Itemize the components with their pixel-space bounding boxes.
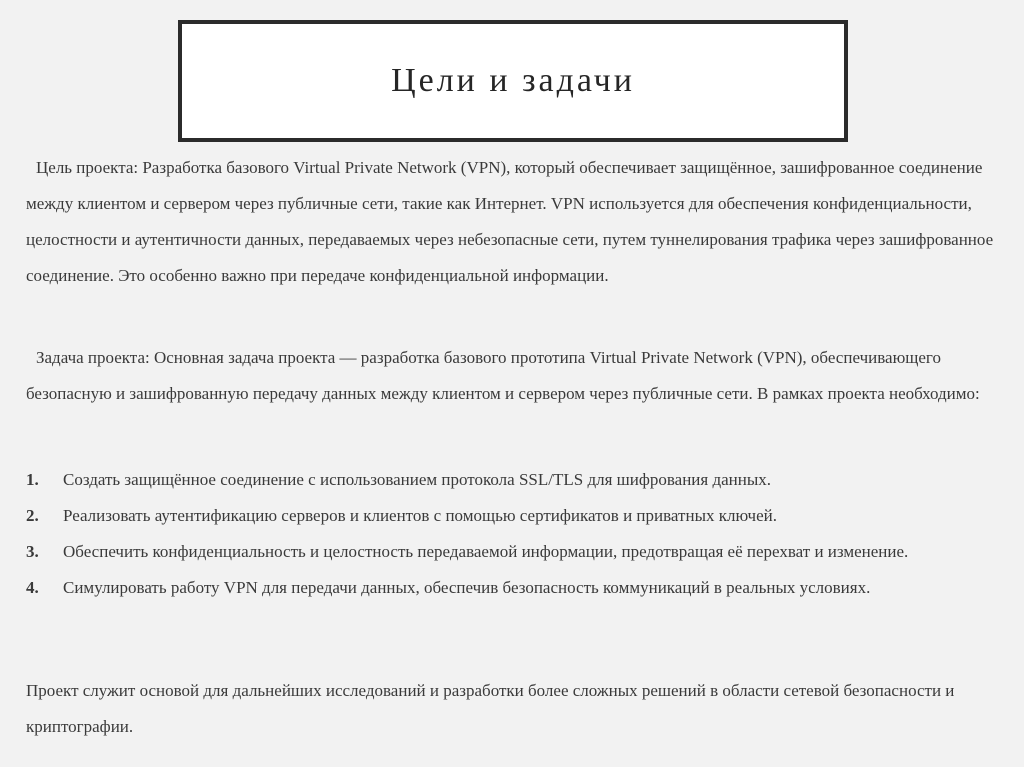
task-list — [26, 462, 1016, 606]
task-item-4 — [26, 570, 1016, 606]
task-item-3 — [26, 534, 1016, 570]
slide-title: Цели и задачи — [391, 62, 635, 99]
goal-paragraph: Цель проекта: Разработка базового Virtual Private Network (VPN), который обеспечивает защищённое, зашифрованное соединение между клиентом и сервером через публичные сети, такие как Интернет. VPN используется для обеспечения конфиденциальности, целостности и аутентичности данных, передаваемых через небезопасные сети, путем туннелирования трафика через зашифрованное соединение. Это особенно важно при передаче конфиденциальной информации. — [26, 158, 994, 285]
task-item-2 — [26, 498, 1016, 534]
title-box — [178, 20, 848, 142]
task-number: 4. — [26, 578, 39, 597]
task-item-1 — [26, 462, 1016, 498]
task-number: 3. — [26, 542, 39, 561]
task-text: Создать защищённое соединение с использованием протокола SSL/TLS для шифрования данных. — [63, 470, 772, 489]
task-text: Симулировать работу VPN для передачи данных, обеспечив безопасность коммуникаций в реальных условиях. — [63, 578, 871, 597]
task-number: 1. — [26, 470, 39, 489]
closing-paragraph: Проект служит основой для дальнейших исследований и разработки более сложных решений в области сетевой безопасности и криптографии. — [26, 681, 955, 736]
task-text: Обеспечить конфиденциальность и целостность передаваемой информации, предотвращая её перехват и изменение. — [63, 542, 909, 561]
task-text: Реализовать аутентификацию серверов и клиентов с помощью сертификатов и приватных ключей. — [63, 506, 777, 525]
task-number: 2. — [26, 506, 39, 525]
task-paragraph: Задача проекта: Основная задача проекта — разработка базового прототипа Virtual Private Network (VPN), обеспечивающего безопасную и зашифрованную передачу данных между клиентом и сервером через публичные сети. В рамках проекта необходимо: — [26, 348, 980, 403]
